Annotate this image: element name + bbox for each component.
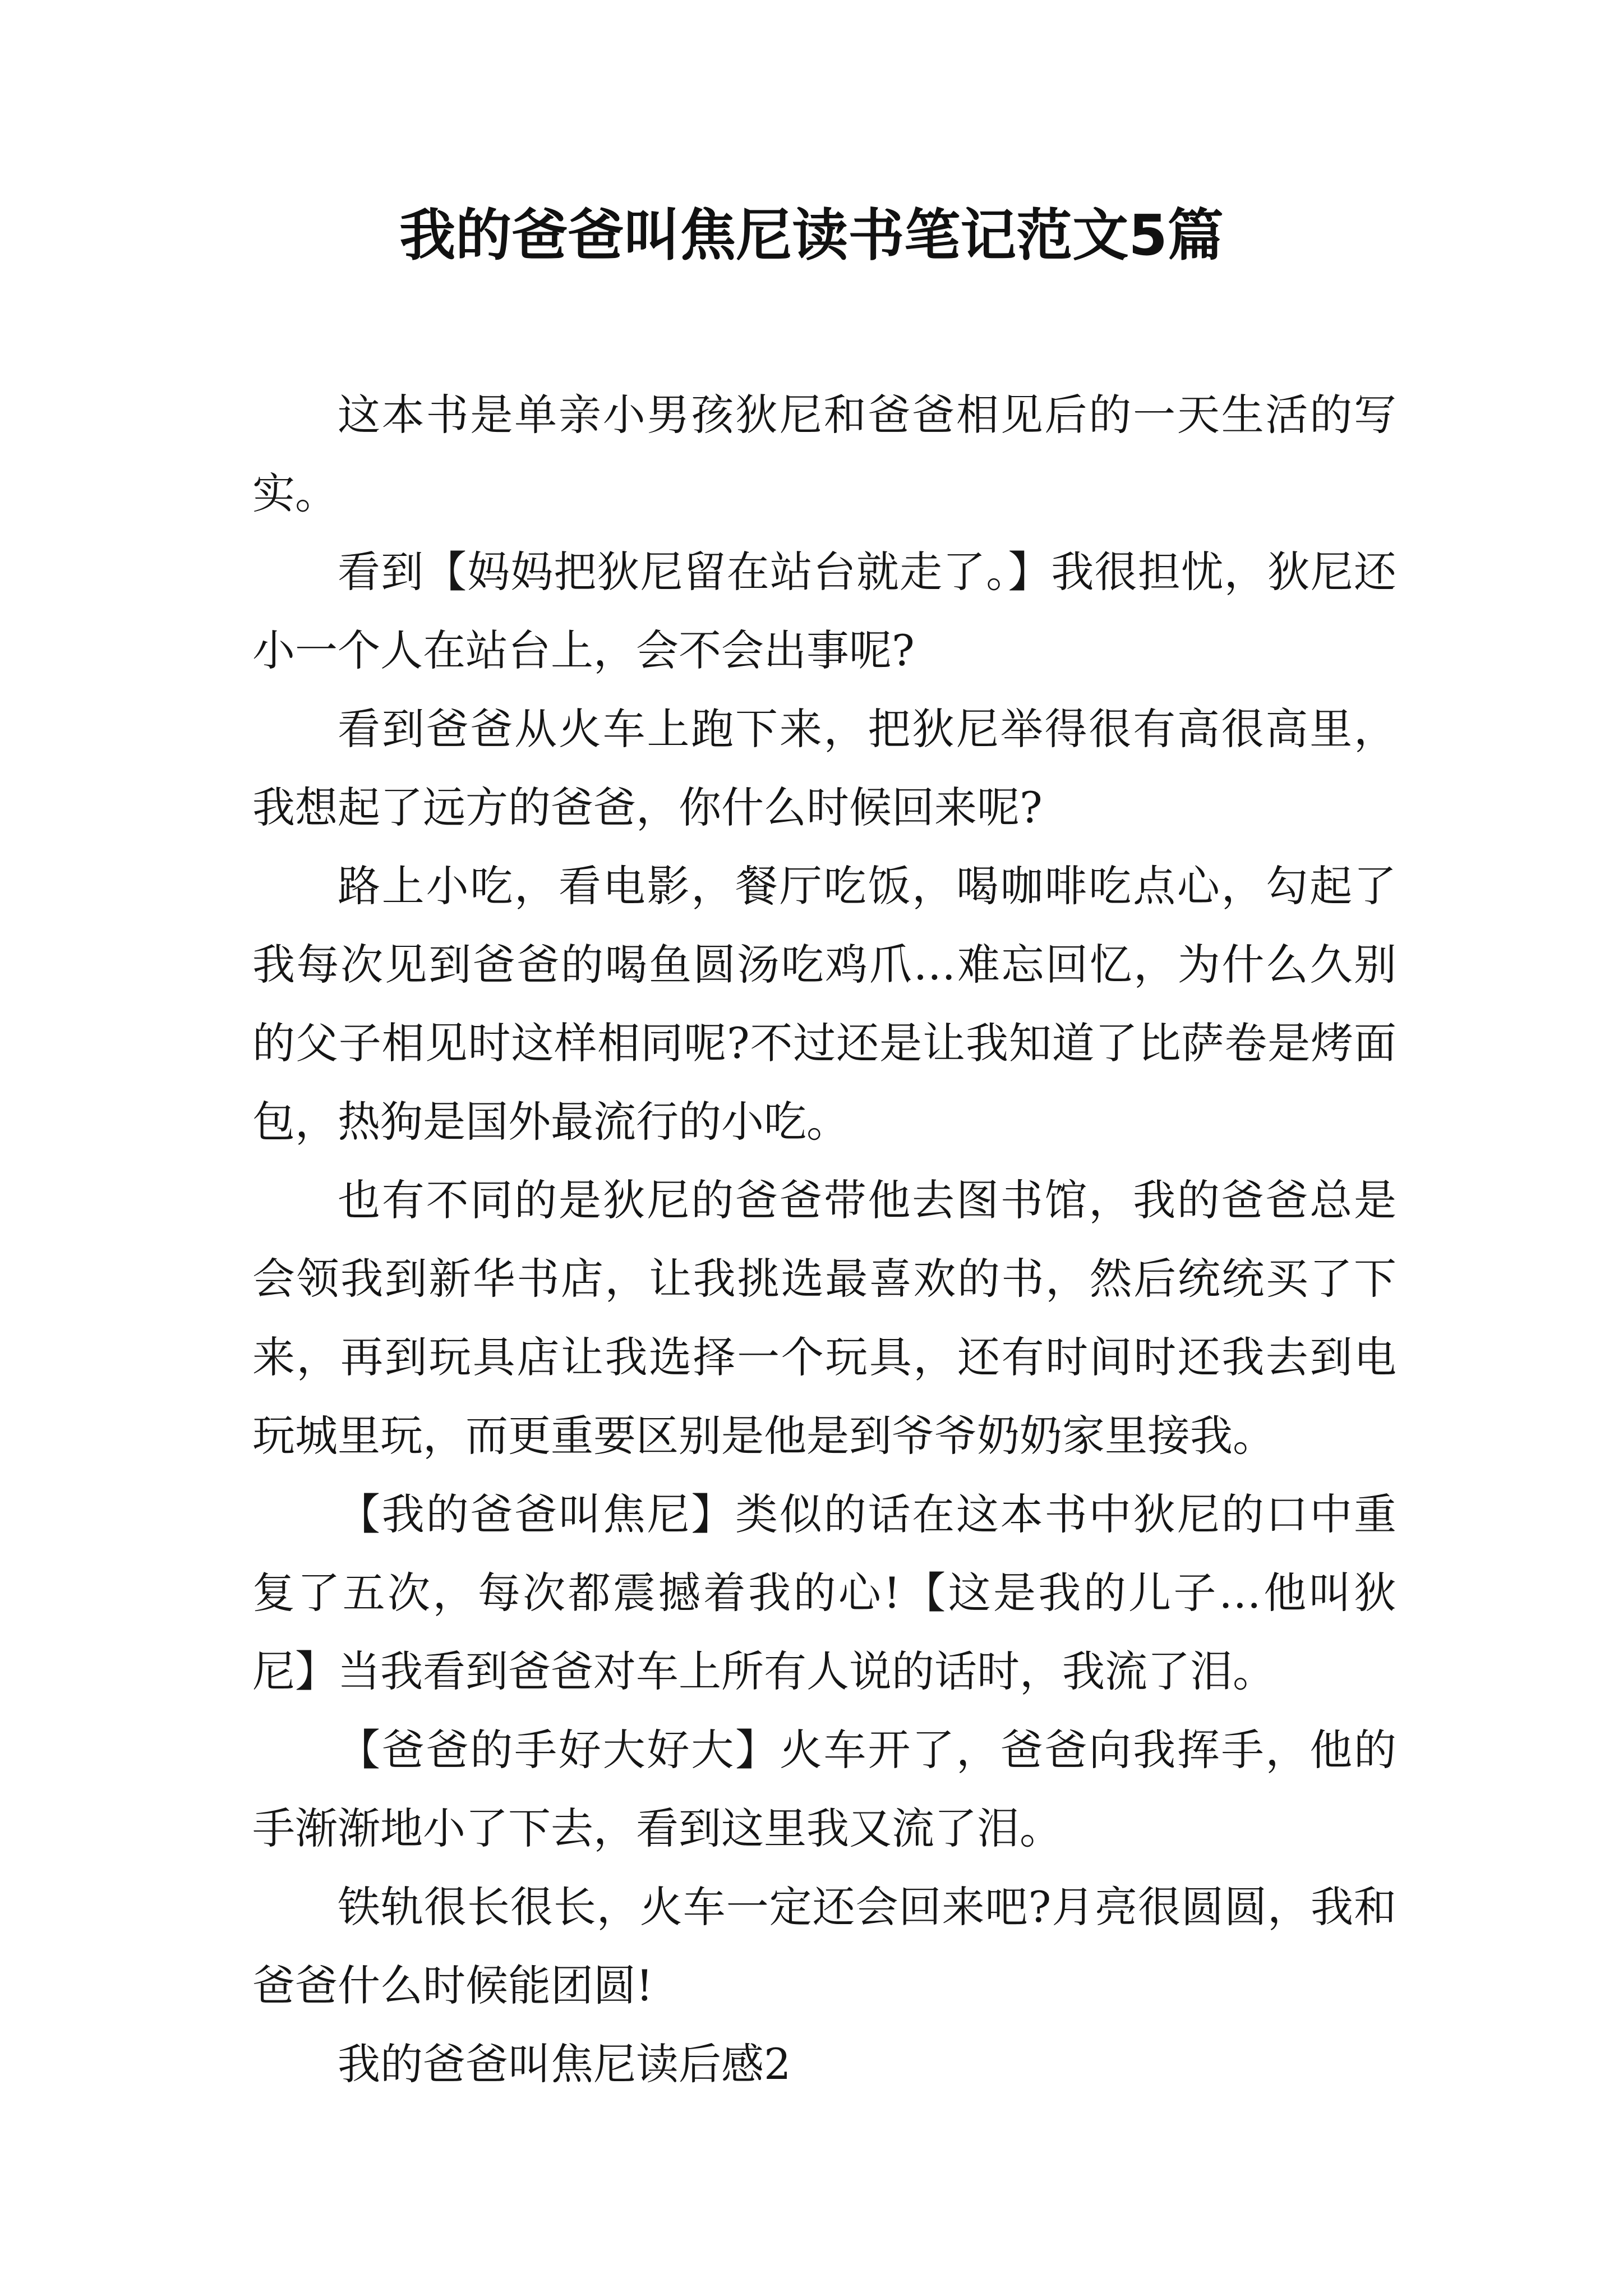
paragraph-4: 路上小吃，看电影，餐厅吃饭，喝咖啡吃点心，勾起了我每次见到爸爸的喝鱼圆汤吃鸡爪…难忘回忆，为什么久别的父子相见时这样相同呢?不过还是让我知道了比萨卷是烤面包，热狗是国外最流行的小吃。 bbox=[252, 861, 1396, 1147]
section-heading: 我的爸爸叫焦尼读后感2 bbox=[338, 2039, 791, 2089]
document-title: 我的爸爸叫焦尼读书笔记范文5篇 bbox=[399, 203, 1224, 268]
paragraph-8: 铁轨很长很长，火车一定还会回来吧?月亮很圆圆，我和爸爸什么时候能团圆! bbox=[252, 1882, 1396, 2010]
paragraph-5: 也有不同的是狄尼的爸爸带他去图书馆，我的爸爸总是会领我到新华书店，让我挑选最喜欢的书，然后统统买了下来，再到玩具店让我选择一个玩具，还有时间时还我去到电玩城里玩，而更重要区别是他是到爷爷奶奶家里接我。 bbox=[252, 1175, 1396, 1461]
paragraph-3: 看到爸爸从火车上跑下来，把狄尼举得很有高很高里，我想起了远方的爸爸，你什么时候回来呢? bbox=[252, 704, 1396, 832]
document-body bbox=[252, 376, 1396, 2104]
paragraph-7: 【爸爸的手好大好大】火车开了，爸爸向我挥手，他的手渐渐地小了下去，看到这里我又流了泪。 bbox=[252, 1725, 1396, 1853]
paragraph-1: 这本书是单亲小男孩狄尼和爸爸相见后的一天生活的写实。 bbox=[252, 390, 1396, 518]
paragraph-6: 【我的爸爸叫焦尼】类似的话在这本书中狄尼的口中重复了五次，每次都震撼着我的心!【这是我的儿子…他叫狄尼】当我看到爸爸对车上所有人说的话时，我流了泪。 bbox=[252, 1489, 1396, 1696]
paragraph-2: 看到【妈妈把狄尼留在站台就走了。】我很担忧，狄尼还小一个人在站台上，会不会出事呢? bbox=[252, 547, 1396, 675]
